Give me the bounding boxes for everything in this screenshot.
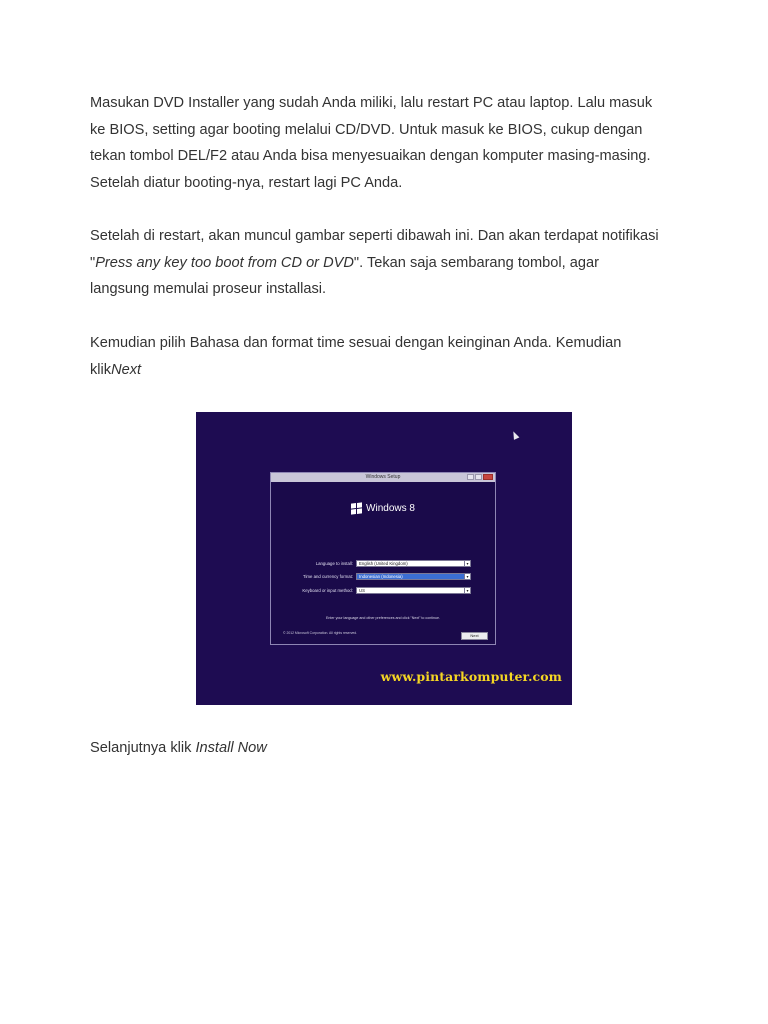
windows-setup-screenshot	[196, 412, 572, 705]
chevron-down-icon: ▾	[464, 588, 470, 593]
maximize-icon	[475, 474, 482, 480]
text-line: Setelah diatur booting-nya, restart lagi PC Anda.	[90, 174, 403, 191]
text-line: tekan tombol DEL/F2 atau Anda bisa menyesuaikan dengan komputer masing-masing.	[90, 148, 651, 164]
keyboard-select	[356, 587, 471, 594]
text-line: Setelah di restart, akan muncul gambar seperti dibawah ini. Dan akan terdapat notifikasi	[90, 228, 659, 244]
close-icon	[483, 474, 493, 480]
quote-open: "	[90, 254, 96, 271]
copyright-text: © 2012 Microsoft Corporation. All rights reserved.	[283, 631, 358, 635]
keyboard-label: Keyboard or input method:	[302, 588, 353, 593]
window-controls	[467, 474, 493, 480]
paragraph-install-now	[90, 735, 690, 762]
text-line: langsung memulai proseur installasi.	[90, 281, 327, 297]
next-button: Next	[461, 632, 488, 640]
language-row	[271, 560, 495, 568]
chevron-down-icon: ▾	[464, 574, 470, 579]
paragraph-restart	[90, 223, 690, 303]
emphasis-install-now: Install Now	[195, 740, 267, 756]
text-line	[90, 357, 690, 384]
time-format-select	[356, 573, 471, 580]
text-fragment: ". Tekan saja sembarang tombol, agar	[353, 254, 599, 271]
dialog-title: Windows Setup	[365, 474, 401, 480]
text-line: Masukan DVD Installer yang sudah Anda miliki, lalu restart PC atau laptop. Lalu masuk	[90, 95, 653, 111]
watermark: www.pintarkomputer.com	[380, 669, 562, 684]
text-line: ke BIOS, setting agar booting melalui CD/DVD. Untuk masuk ke BIOS, cukup dengan	[90, 121, 643, 138]
paragraph-insert-dvd	[90, 90, 690, 196]
paragraph-language	[90, 330, 690, 383]
windows-flag-icon	[351, 502, 362, 514]
windows-logo	[271, 503, 495, 514]
language-select	[356, 560, 471, 567]
windows-setup-dialog	[270, 472, 496, 645]
dialog-titlebar	[271, 473, 495, 482]
minimize-icon	[467, 474, 474, 480]
time-format-row	[271, 573, 495, 581]
text-fragment: klik	[90, 361, 112, 378]
time-format-label: Time and currency format:	[303, 574, 353, 579]
text-line	[90, 250, 690, 277]
windows-logo-text: Windows 8	[366, 503, 415, 514]
keyboard-row	[271, 587, 495, 595]
language-value: English (United Kingdom)	[359, 561, 408, 566]
text-line: Kemudian pilih Bahasa dan format time sesuai dengan keinginan Anda. Kemudian	[90, 335, 622, 351]
language-label: Language to install:	[315, 561, 353, 566]
mouse-cursor-icon	[511, 430, 520, 440]
chevron-down-icon: ▾	[464, 561, 470, 566]
text-line	[90, 735, 690, 762]
setup-hint: Enter your language and other preferences and click "Next" to continue.	[325, 616, 441, 620]
keyboard-value: US	[359, 588, 365, 593]
time-format-value: Indonesian (Indonesia)	[359, 574, 403, 579]
emphasis-next: Next	[111, 361, 142, 378]
emphasis-press-any-key: Press any key too boot from CD or DVD	[95, 254, 354, 271]
text-fragment: Selanjutnya klik	[90, 740, 196, 756]
